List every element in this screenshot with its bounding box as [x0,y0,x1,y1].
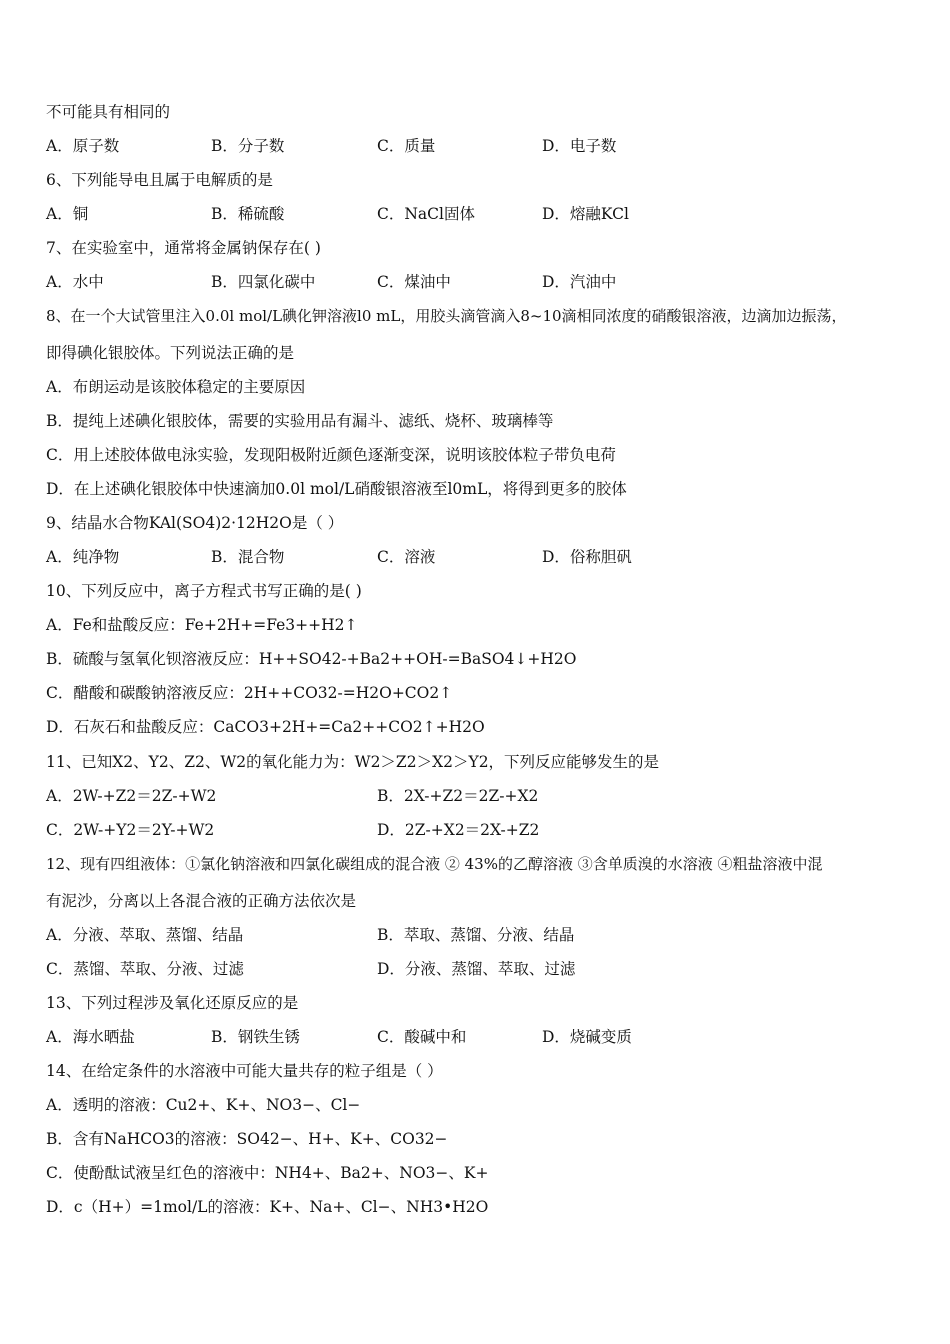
q7-option-b: B．四氯化碳中 [211,273,316,291]
q8-option-a: A．布朗运动是该胶体稳定的主要原因 [46,378,306,396]
q7-option-a: A．水中 [46,273,104,291]
q10-option-d: D．石灰石和盐酸反应：CaCO3+2H+=Ca2++CO2↑+H2O [46,718,485,736]
q13-option-c: C．酸碱中和 [377,1028,467,1046]
q10-option-b: B．硫酸与氢氧化钡溶液反应：H++SO42-+Ba2++OH-=BaSO4↓+H2O [46,650,577,668]
q10-stem: 10、下列反应中，离子方程式书写正确的是( ) [46,582,362,600]
q11-option-a: A．2W-+Z2＝2Z-+W2 [46,787,217,805]
q10-option-a: A．Fe和盐酸反应：Fe+2H+=Fe3++H2↑ [46,616,358,634]
q6-option-d: D．熔融KCl [542,205,629,223]
q13-stem: 13、下列过程涉及氧化还原反应的是 [46,994,299,1012]
q6-stem: 6、下列能导电且属于电解质的是 [46,171,273,189]
q8-option-d: D．在上述碘化银胶体中快速滴加0.0l mol/L硝酸银溶液至l0mL，将得到更多的胶体 [46,480,627,498]
q8-stem-line1: 8、在一个大试管里注入0.0l mol/L碘化钾溶液l0 mL，用胶头滴管滴入8~10滴相同浓度的硝酸银溶液，边滴加边振荡， [46,307,847,325]
q14-option-c: C．使酚酞试液呈红色的溶液中：NH4+、Ba2+、NO3−、K+ [46,1164,489,1182]
q7-option-d: D．汽油中 [542,273,617,291]
q12-option-d: D．分液、蒸馏、萃取、过滤 [377,960,576,978]
q9-stem-pre: 9、结晶水合物 [46,514,149,532]
q13-option-d: D．烧碱变质 [542,1028,632,1046]
q8-option-b: B．提纯上述碘化银胶体，需要的实验用品有漏斗、滤纸、烧杯、玻璃棒等 [46,412,554,430]
q11-stem: 11、已知X2、Y2、Z2、W2的氧化能力为：W2＞Z2＞X2＞Y2，下列反应能够发生的是 [46,753,660,771]
q12-stem-line2: 有泥沙，分离以上各混合液的正确方法依次是 [46,892,357,910]
q7-option-c: C．煤油中 [377,273,451,291]
q5-option-d: D．电子数 [542,137,617,155]
q8-option-c: C．用上述胶体做电泳实验，发现阳极附近颜色逐渐变深，说明该胶体粒子带负电荷 [46,446,616,464]
q14-option-d: D．c（H+）=1mol/L的溶液：K+、Na+、Cl−、NH3•H2O [46,1198,489,1216]
q6-option-a: A．铜 [46,205,89,223]
q14-option-b: B．含有NaHCO3的溶液：SO42−、H+、K+、CO32− [46,1130,448,1148]
q5-option-b: B．分子数 [211,137,285,155]
q12-stem-line1: 12、现有四组液体：①氯化钠溶液和四氯化碳组成的混合液 ② 43%的乙醇溶液 ③含单质溴的水溶液 ④粗盐溶液中混 [46,855,823,873]
q11-option-d: D．2Z-+X2＝2X-+Z2 [377,821,540,839]
q9-stem [46,513,343,533]
q6-option-c: C．NaCl固体 [377,205,475,223]
q11-option-b: B．2X-+Z2＝2Z-+X2 [377,787,539,805]
q12-option-a: A．分液、萃取、蒸馏、结晶 [46,926,244,944]
q9-option-b: B．混合物 [211,548,285,566]
q11-option-c: C．2W-+Y2＝2Y-+W2 [46,821,215,839]
q5-stem-tail: 不可能具有相同的 [46,103,171,121]
q10-option-c: C．醋酸和碳酸钠溶液反应：2H++CO32-=H2O+CO2↑ [46,684,453,702]
q12-option-b: B．萃取、蒸馏、分液、结晶 [377,926,575,944]
q14-stem: 14、在给定条件的水溶液中可能大量共存的粒子组是（ ） [46,1062,443,1080]
q8-stem-line2: 即得碘化银胶体。下列说法正确的是 [46,344,295,362]
q12-option-c: C．蒸馏、萃取、分液、过滤 [46,960,244,978]
q7-stem: 7、在实验室中，通常将金属钠保存在( ) [46,239,321,257]
q9-formula: KAl(SO4)2·12H2O [148,514,292,532]
q6-option-b: B．稀硫酸 [211,205,285,223]
q13-option-a: A．海水晒盐 [46,1028,135,1046]
q9-option-c: C．溶液 [377,548,436,566]
q9-stem-post: 是（ ） [291,514,344,532]
q9-option-d: D．俗称胆矾 [542,548,632,566]
q9-option-a: A．纯净物 [46,548,120,566]
q5-option-a: A．原子数 [46,137,120,155]
q13-option-b: B．钢铁生锈 [211,1028,300,1046]
q14-option-a: A．透明的溶液：Cu2+、K+、NO3−、Cl− [46,1096,361,1114]
q5-option-c: C．质量 [377,137,436,155]
